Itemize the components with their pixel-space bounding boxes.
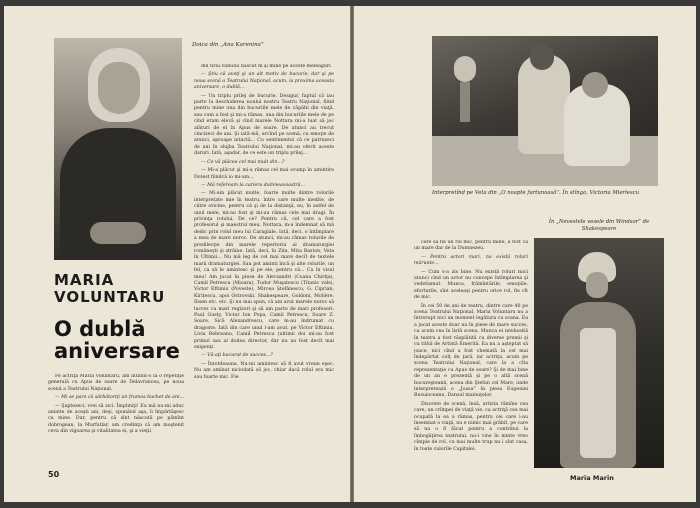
running-caption: Doica din „Ana Karenina” — [192, 42, 264, 48]
author-credit: Maria Marin — [570, 474, 614, 482]
paragraph: care să fie un rol mic, pentru mine, a fost ca un mare dar de la Dumnezeu. — [414, 240, 528, 252]
left-page — [4, 6, 351, 502]
paragraph: Pe actriţa Maria Voluntaru, am intîlnit-o la o repetiţie generală cu Apus de soare de Delavrancea, pe noua scenă a Teatrului Naţional. — [48, 374, 184, 392]
paragraph: — Mi-am plăcut multe, foarte multe dintre rolurile interpretate mie în teatru, între care multe inedite, de către oricine, pentru că şi de la distanţă, eu, în astfel de unul mele, mi-au fost şi mi-au rămas cele mai dragi. În privinţa rolului, De ce? Pentru că, cel care a fost profesorul şi maestrul meu, Nottara, m-a îndemnat să mă dedic prin rolul meu lui Caragiale. Iată, deci, o întîmplare a mea de mare noroc. De atunci, mi-au rămas rolurile de predilecţie din marele repertoriu al dramaturgiei româneşti şi străine. Iată, deci, în Zita, Mita Baston, Veta în Ultimii... Nu mă leg de cel mai mare decît de textele marii dramaturgiei. Sau pot aminti încă şi alte rolurile, un fel, ca să le amintesc şi pe ele, pentru că... Ca în visul meu! Am jucat în piese de Alecsandri (Coana Chiriţa), Camil Petrescu (Mioara), Tudor Muşatescu (Titanic vals), Victor Eftimiu (Poveste), Mircea Ştefănescu, G. Ciprian, Kirițescu, apoi Ostrovski, Shakespeare, Goldoni, Molière, Ibsen etc. etc. Şi nu mai spun, că am avut marele noroc să lucrez cu mari regizori şi să am parte de mari profesori: Paul Gusty, Victor Ion Popa, Camil Petrescu, Soare Z. Soare, Sică Alexandrescu, care m-au îndrumat cu dragoste. Iată din care unul l-am avut, pe Victor Eftimiu, Livia Rebreanu, Camil Petrescu (ultimii doi mi-au fost primul sau al doilea director, dar nu au fost decît mai exigenţi. — [194, 191, 334, 351]
magazine-spread — [4, 6, 696, 502]
right-page — [354, 6, 696, 502]
lamp-shape — [454, 56, 476, 82]
headline-line-2: aniversare — [54, 339, 180, 363]
paragraph: — Un triplu prilej de bucurie. Desigur, faptul că iau parte la deschiderea noului nostru Teatru Naţional, fiind pentru mine una din bucuriile mele de căpătii din viaţă, sau cum a fost şi mi-a rămas, una din bucuriile mele de pe cînd eram elevă şi cînd marele Nottara mi-a luat să joc alături de el în Apus de soare. De atunci au trecut cincizeci de ani. Şi iată-mă, urcînd pe scenă, cu emoţie de atunci, aproape intactă... Cu sentimentul că ce patruzeci de ani în slujba Teatrului Naţional, mi-au oferit aceste daruri. Iată, aşadar, de ce este un triplu prilej... — [194, 93, 334, 157]
paragraph: — Mi-a plăcut şi mi-a rămas cel mai scump în amintire Dotest fiindcă io mi-am... — [194, 168, 334, 180]
actress-head-left — [530, 44, 554, 70]
actress-head-right — [582, 72, 608, 98]
photo-caption-1: Interpretînd pe Veta din „O noapte furtunoasă”. În stînga, Victoria Mierlescu — [432, 190, 640, 196]
question: — Pentru actori mari, nu există roluri mărunte... — [414, 254, 528, 267]
stage-photo-night — [432, 36, 658, 186]
stage-photo-windsor — [534, 238, 664, 468]
headline-line-1: O dublă — [54, 317, 146, 341]
actress-name — [54, 272, 184, 306]
question: — Mă refeream la cariera dumneavoastră... — [201, 182, 305, 188]
portrait-face — [98, 62, 140, 114]
paragraph: — Întotdeauna. Nu-mi amintesc să fi avut vreun eşec. Nu am amînat niciodată să joc, chiar dacă rolul era mic sau foarte mic. Fie — [194, 361, 334, 380]
question: — Ştiu că aveţi şi un alt motiv de bucurie, dar şi pe noua scenă a Teatrului Naţional, acum, la proxima aceasta aniversare, o dublă... — [194, 72, 334, 91]
question: — Vă-aţi bucurat de succes...? — [201, 353, 273, 359]
question: — Mi se pare că sărbătoriţi un frumos buchet de ani... — [55, 395, 184, 401]
name-line-1: MARIA — [54, 271, 115, 289]
paragraph: În cei 50 de ani de teatru, dintre care 40 pe scena Teatrului Naţional, Maria Voluntaru nu a întrerupt nici un moment legătura cu scena. Ea a jucat aceste doar nu în piese de mare succes, ca acum cea în listă scena. Munca ei neobosită în teatru a fost răsplătită cu diverse premii şi cu titlul de Artistă Emerită. Ea nu a aşteptat să joace, nici cînd a fost chemată la cel mai îndepărtat colţ de ţară, iar actriţa, acum pe scena Teatrului Naţional, care la a cîta reprezentaţie cu Apus de soare? Şi de mai bine de un an e prezentă şi pe o altă scenă bucureşteană, aceea din Ştefan cel Mare, unde interpretează o „Joasa” în piesa Eugeniei Busuioceanu, Dansul mainuţelor. — [414, 303, 528, 399]
question: — Ce vă plăcea cel mai mult din...? — [201, 159, 285, 165]
paragraph: din tiriu viinului nascut m şi mine pe aceste meleaguri. — [201, 64, 333, 69]
article-headline — [54, 318, 190, 362]
costume-apron — [580, 328, 616, 458]
photo-caption-2: În „Nevestele vesele din Windsor” de Shakespeare — [548, 219, 650, 232]
portrait-hands — [90, 222, 146, 244]
lamp-base-shape — [460, 82, 470, 122]
paragraph: Discrete de scenă, însă, artista rămîne cea care, un crîmpei de viaţă vie, ca actriţă cea mai ocupată la ea a rămas, pentru cei care i-au însemnat o viaţă, nu e nimic mai grăbit, pe care să nu o fi făcut pentru a contribui la îmbogăţirea teatrului, nu-i vine în minte vreo cîmpie de rol, cu mai multe trup nu i sînt casa, în toate culorile Capitalei. — [414, 401, 528, 452]
article-column-2 — [194, 64, 334, 494]
paragraph: — Şaptezeci, vrei să zici. Împliniţi! Eu mă nu-mi aduc aminte de aceşti ani, deşi, spunând aşa, îi împărtăşesc cu mine. Dar, pentru că sînt născută pe pămînt dobrogean, la Murfatlar, am credinţa că am moştenit ceva din vigoarea şi vitalitatea ei, şi a vieţii — [48, 403, 184, 435]
article-column-1 — [48, 374, 184, 492]
paragraph: — Cum s-a zis bine. Nu există roluri mici atunci cînd un actor nu concepe întîmplarea şi vedetismul. Munca, frămîntările, emoţiile, eforturile, sînt aceleaşi pentru orice rol, fie cît de mic. — [414, 269, 528, 301]
page-number: 50 — [48, 470, 60, 479]
portrait-photo — [54, 38, 182, 260]
actress-face — [586, 272, 608, 298]
name-line-2: VOLUNTARU — [54, 288, 166, 306]
article-column-3 — [414, 240, 528, 498]
